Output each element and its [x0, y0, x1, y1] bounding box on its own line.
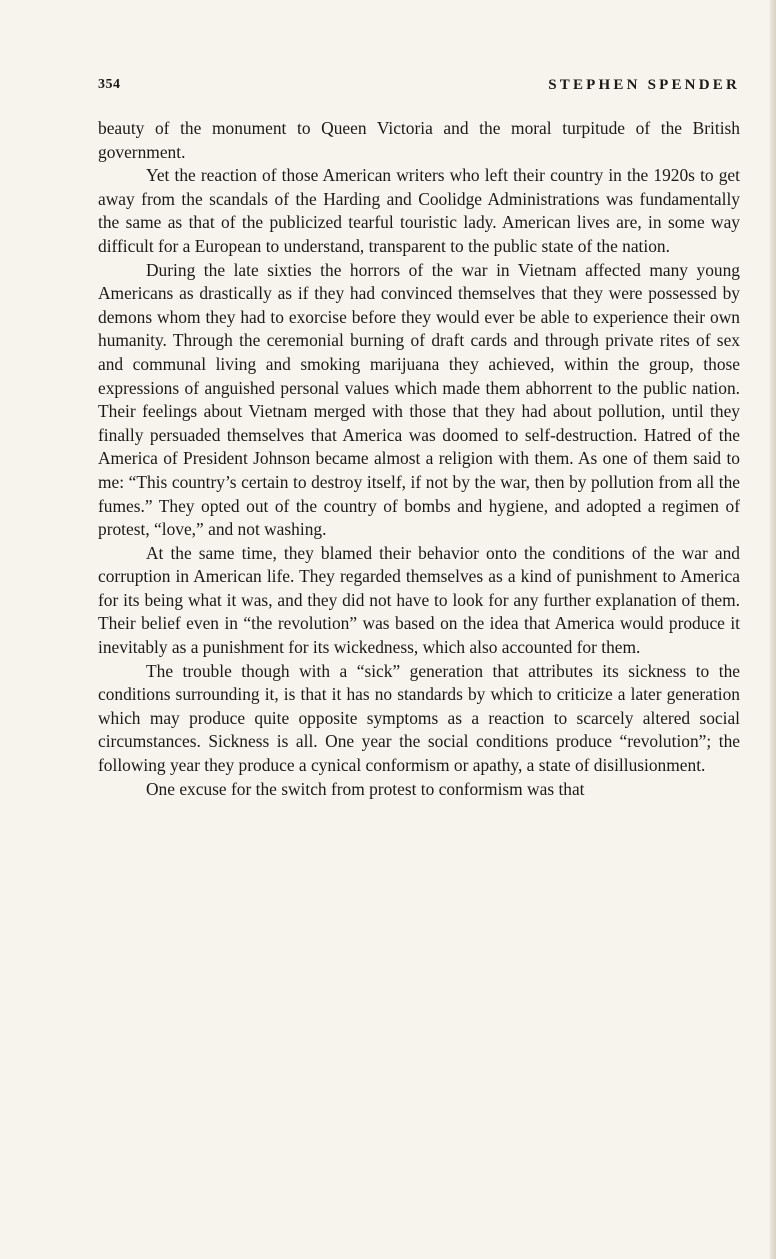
paragraph: Yet the reaction of those American writers who left their country in the 1920s to get away from the scandals of the Harding and Coolidge Administrations was fundamentally the same as that of the publicized tearful touristic lady. American lives are, in some way difficult for a European to understand, transparent to the public state of the nation.	[98, 165, 740, 256]
paragraph: At the same time, they blamed their behavior onto the conditions of the war and corruption in American life. They regarded themselves as a kind of punishment to America for its being what it was, and they did not have to look for any further explanation of them. Their belief even in “the revolution” was based on the idea that America would produce it inevitably as a punishment for its wickedness, which also accounted for them.	[98, 542, 740, 658]
page-number: 354	[98, 77, 121, 92]
running-head-author: STEPHEN SPENDER	[548, 77, 740, 93]
paragraph-continued: beauty of the monument to Queen Victoria and the moral turpitude of the British government.	[98, 118, 740, 162]
paragraph: The trouble though with a “sick” generation that attributes its sickness to the conditions surrounding it, is that it has no standards by which to criticize a later generation which may produce quite opposite symptoms as a reaction to scarcely altered social circumstances. Sickness is all. One year the social conditions produce “revolution”; the following year they produce a cynical conformism or apathy, a state of disillusionment.	[98, 660, 740, 776]
body-text	[98, 117, 740, 801]
paragraph: During the late sixties the horrors of the war in Vietnam affected many young Americans as drastically as if they had convinced themselves that they were possessed by demons whom they had to exorcise before they would ever be able to experience their own humanity. Through the ceremonial burning of draft cards and through private rites of sex and communal living and smoking marijuana they achieved, within the group, those expressions of anguished personal values which made them abhorrent to the public nation. Their feelings about Vietnam merged with those that they had about pollution, until they finally persuaded themselves that America was doomed to self-destruction. Hatred of the America of President Johnson became almost a religion with them. As one of them said to me: “This country’s certain to destroy itself, if not by the war, then by pollution from all the fumes.” They opted out of the country of bombs and hygiene, and adopted a regimen of protest, “love,” and not washing.	[98, 259, 740, 540]
page-edge-shadow	[770, 0, 776, 1259]
paragraph: One excuse for the switch from protest to conformism was that	[146, 778, 585, 799]
page-header	[98, 77, 740, 99]
